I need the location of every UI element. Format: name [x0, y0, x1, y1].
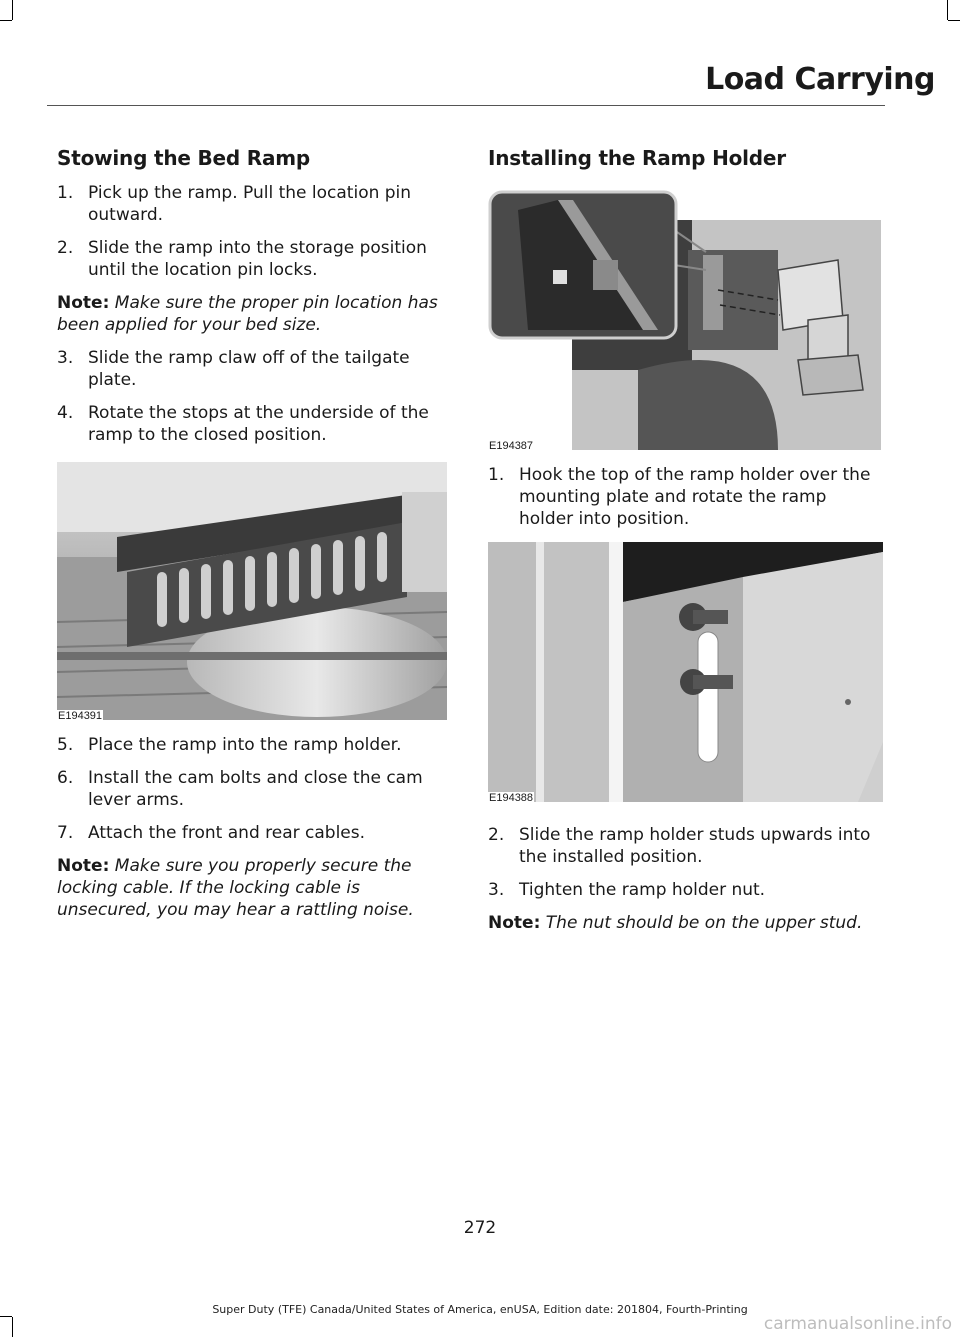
header-divider — [47, 105, 885, 106]
crop-mark — [947, 0, 948, 20]
figure-ramp-holder-studs — [488, 542, 883, 802]
step-text: Hook the top of the ramp holder over the mounting plate and rotate the ramp holder into position. — [519, 465, 871, 529]
note-text: Make sure you properly secure the locking cable. If the locking cable is unsecured, you may hear a rattling noise. — [57, 856, 414, 920]
step-text: Slide the ramp holder studs upwards into the installed position. — [519, 825, 871, 867]
step-text: Slide the ramp claw off of the tailgate plate. — [88, 348, 410, 390]
crop-mark — [12, 1317, 13, 1337]
step-text: Attach the front and rear cables. — [88, 823, 366, 843]
step-number: 5. — [57, 735, 74, 755]
watermark: carmanualsonline.info — [763, 1314, 952, 1334]
list-item — [57, 822, 449, 844]
figure-bed-ramp-stowed — [57, 462, 449, 720]
list-item — [488, 824, 883, 868]
list-item — [57, 402, 449, 446]
figure-ramp-holder-mount — [488, 190, 883, 450]
list-item — [57, 347, 449, 391]
step-number: 3. — [488, 880, 505, 900]
step-text: Pick up the ramp. Pull the location pin outward. — [88, 183, 412, 225]
page-number: 272 — [463, 1218, 497, 1238]
note — [57, 855, 449, 921]
step-text: Tighten the ramp holder nut. — [519, 880, 766, 900]
step-number: 2. — [488, 825, 505, 845]
step-number: 6. — [57, 768, 74, 788]
crop-mark — [0, 1316, 12, 1317]
crop-mark — [948, 20, 960, 21]
figure-code: E194387 — [489, 440, 534, 452]
note-text: The nut should be on the upper stud. — [545, 913, 863, 933]
step-text: Rotate the stops at the underside of the ramp to the closed position. — [88, 403, 429, 445]
note — [57, 292, 449, 336]
section-heading-installing: Installing the Ramp Holder — [488, 146, 786, 170]
right-column — [488, 146, 883, 945]
step-number: 3. — [57, 348, 74, 368]
ramp-holder-illustration — [488, 190, 883, 450]
note-label: Note: — [57, 856, 110, 876]
list-item — [488, 464, 883, 530]
step-text: Place the ramp into the ramp holder. — [88, 735, 402, 755]
step-number: 7. — [57, 823, 74, 843]
step-text: Slide the ramp into the storage position until the location pin locks. — [88, 238, 427, 280]
list-item — [57, 182, 449, 226]
note-text: Make sure the proper pin location has been applied for your bed size. — [57, 293, 438, 335]
footer-edition: Super Duty (TFE) Canada/United States of America, enUSA, Edition date: 201804, Fourth-Printing — [212, 1303, 748, 1316]
figure-code: E194388 — [489, 792, 534, 804]
bed-ramp-illustration — [57, 462, 447, 720]
left-column — [57, 146, 449, 932]
list-item — [57, 767, 449, 811]
step-number: 2. — [57, 238, 74, 258]
crop-mark — [12, 0, 13, 20]
list-item — [57, 237, 449, 281]
figure-code: E194391 — [58, 710, 103, 722]
note-label: Note: — [57, 293, 110, 313]
list-item — [488, 879, 883, 901]
ramp-holder-studs-illustration — [488, 542, 883, 802]
note — [488, 912, 883, 934]
step-number: 1. — [488, 465, 505, 485]
page-title: Load Carrying — [705, 62, 935, 97]
step-number: 4. — [57, 403, 74, 423]
crop-mark — [0, 20, 12, 21]
list-item — [57, 734, 449, 756]
step-number: 1. — [57, 183, 74, 203]
section-heading-stowing: Stowing the Bed Ramp — [57, 146, 311, 170]
note-label: Note: — [488, 913, 541, 933]
step-text: Install the cam bolts and close the cam lever arms. — [88, 768, 423, 810]
